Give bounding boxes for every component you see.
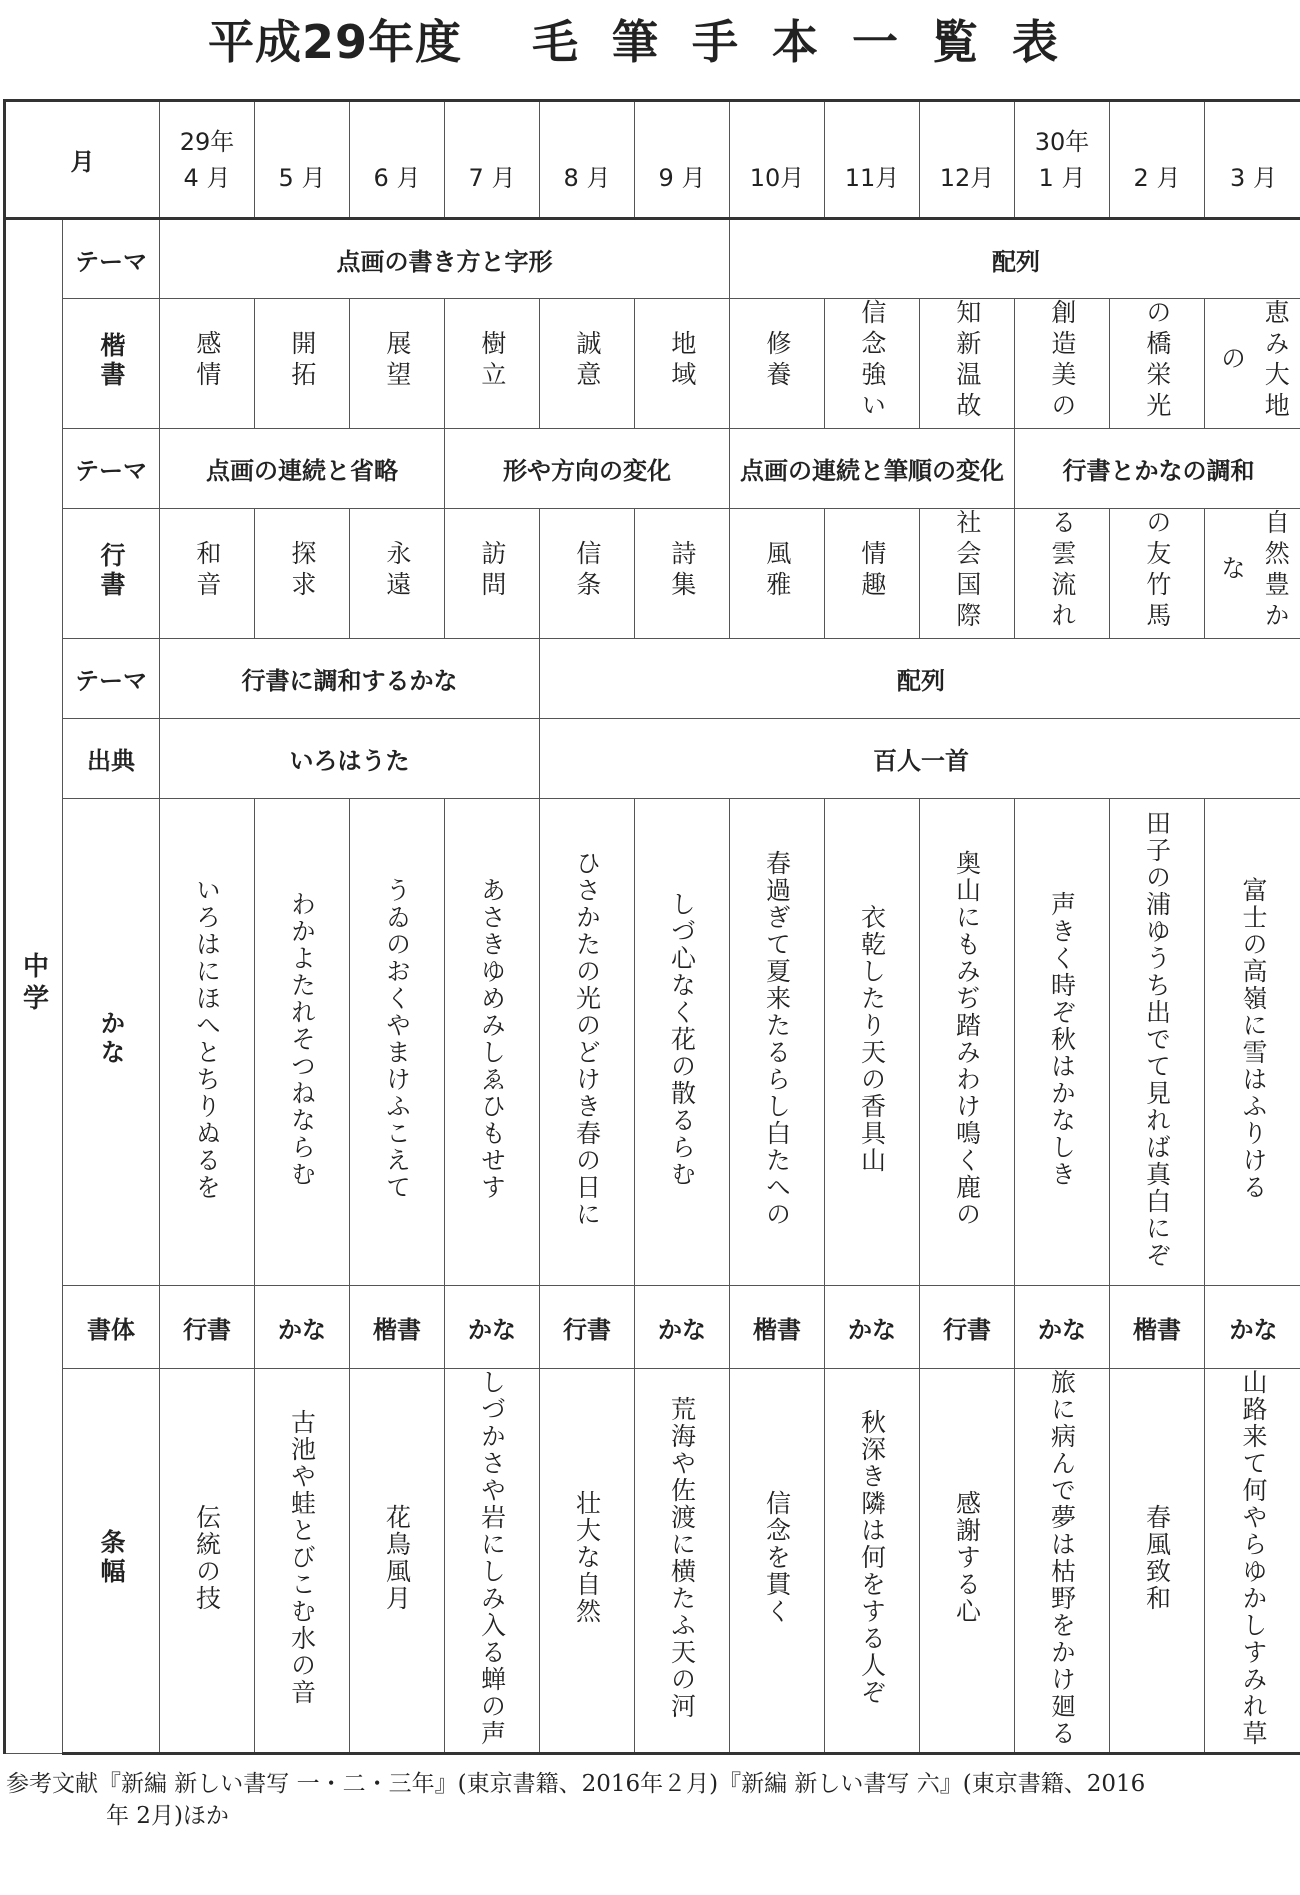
jofuku-cell: 伝統の技 — [160, 1369, 255, 1754]
jofuku-cell: 旅に病んで夢は枯野をかけ廻る — [1015, 1369, 1110, 1754]
jofuku-cell: 秋深き隣は何をする人ぞ — [825, 1369, 920, 1754]
kana-cell: 富士の高嶺に雪はふりける — [1205, 799, 1300, 1286]
row-label: 出典 — [63, 719, 160, 799]
jofuku-cell: 壮大な自然 — [540, 1369, 635, 1754]
row-label: 条幅 — [63, 1369, 160, 1754]
style-cell: 楷書 — [730, 1286, 825, 1369]
style-cell: かな — [825, 1286, 920, 1369]
theme-value: 点画の連続と筆順の変化 — [730, 429, 1015, 509]
source-value: 百人一首 — [540, 719, 1300, 799]
title-year: 平成29年度 — [207, 15, 462, 69]
month-cell: 5 月 — [255, 101, 350, 219]
row-label: テーマ — [63, 639, 160, 719]
month-cell: 6 月 — [350, 101, 445, 219]
kaisho-cell: 知新温故 — [920, 299, 1015, 429]
reference-line: 年 2月)ほか — [106, 1803, 229, 1829]
month-cell: 2 月 — [1110, 101, 1205, 219]
gyosho-cell: る雲流れ — [1015, 509, 1110, 639]
kana-cell: 衣乾したり天の香具山 — [825, 799, 920, 1286]
gyosho-cell: 詩集 — [635, 509, 730, 639]
kana-cell: 春過ぎて夏来たるらし白たへの — [730, 799, 825, 1286]
theme-value: 点画の書き方と字形 — [160, 219, 730, 299]
gyosho-cell: 社会国際 — [920, 509, 1015, 639]
gyosho-cell: 探求 — [255, 509, 350, 639]
reference-note — [6, 1768, 1296, 1832]
gyosho-cell: 自然豊かな — [1205, 509, 1300, 639]
kana-cell: うゐのおくやまけふこえて — [350, 799, 445, 1286]
jofuku-cell: 古池や蛙とびこむ水の音 — [255, 1369, 350, 1754]
kaisho-cell: 修養 — [730, 299, 825, 429]
section-label: 中学 — [5, 219, 63, 1754]
theme-row — [5, 219, 1300, 299]
theme-value: 形や方向の変化 — [445, 429, 730, 509]
header-row — [5, 101, 1300, 219]
theme-value: 行書とかなの調和 — [1015, 429, 1300, 509]
theme-value: 配列 — [730, 219, 1300, 299]
row-label: 行書 — [63, 509, 160, 639]
style-cell: かな — [1015, 1286, 1110, 1369]
style-cell: かな — [445, 1286, 540, 1369]
calendar-table — [3, 99, 1300, 1755]
kana-cell: いろはにほへとちりぬるを — [160, 799, 255, 1286]
month-cell: 9 月 — [635, 101, 730, 219]
row-label: 楷書 — [63, 299, 160, 429]
theme-row — [5, 429, 1300, 509]
source-row — [5, 719, 1300, 799]
gyosho-cell: 和音 — [160, 509, 255, 639]
jofuku-cell: 感謝する心 — [920, 1369, 1015, 1754]
jofuku-cell: 山路来て何やらゆかしすみれ草 — [1205, 1369, 1300, 1754]
row-label: テーマ — [63, 219, 160, 299]
kaisho-cell: 誠意 — [540, 299, 635, 429]
row-label: 書体 — [63, 1286, 160, 1369]
kana-cell: わかよたれそつねならむ — [255, 799, 350, 1286]
gyosho-cell: 信条 — [540, 509, 635, 639]
style-cell: 楷書 — [1110, 1286, 1205, 1369]
jofuku-cell: しづかさや岩にしみ入る蝉の声 — [445, 1369, 540, 1754]
kana-cell: 奥山にもみぢ踏みわけ鳴く鹿の — [920, 799, 1015, 1286]
theme-value: 行書に調和するかな — [160, 639, 540, 719]
kaisho-cell: 開拓 — [255, 299, 350, 429]
month-cell: 12月 — [920, 101, 1015, 219]
style-cell: かな — [255, 1286, 350, 1369]
kaisho-cell: 感情 — [160, 299, 255, 429]
month-label: 月 — [5, 101, 160, 219]
kaisho-row — [5, 299, 1300, 429]
style-cell: かな — [1205, 1286, 1300, 1369]
row-label: かな — [63, 799, 160, 1286]
month-cell: 30年 1 月 — [1015, 101, 1110, 219]
style-cell: 行書 — [160, 1286, 255, 1369]
style-row — [5, 1286, 1300, 1369]
row-label: テーマ — [63, 429, 160, 509]
gyosho-cell: 訪問 — [445, 509, 540, 639]
jofuku-cell: 信念を貫く — [730, 1369, 825, 1754]
source-value: いろはうた — [160, 719, 540, 799]
reference-line: 参考文献『新編 新しい書写 一・二・三年』(東京書籍、2016年２月)『新編 新しい書写 六』(東京書籍、2016 — [6, 1771, 1146, 1797]
theme-value: 点画の連続と省略 — [160, 429, 445, 509]
kaisho-cell: の橋栄光 — [1110, 299, 1205, 429]
kaisho-cell: 樹立 — [445, 299, 540, 429]
gyosho-cell: の友竹馬 — [1110, 509, 1205, 639]
style-cell: 楷書 — [350, 1286, 445, 1369]
kaisho-cell: 創造美の — [1015, 299, 1110, 429]
style-cell: 行書 — [920, 1286, 1015, 1369]
style-cell: 行書 — [540, 1286, 635, 1369]
kaisho-cell: 恵み大地の — [1205, 299, 1300, 429]
gyosho-cell: 風雅 — [730, 509, 825, 639]
month-cell: 10月 — [730, 101, 825, 219]
gyosho-cell: 情趣 — [825, 509, 920, 639]
gyosho-cell: 永遠 — [350, 509, 445, 639]
page-title — [0, 6, 1300, 72]
jofuku-cell: 花鳥風月 — [350, 1369, 445, 1754]
gyosho-row — [5, 509, 1300, 639]
jofuku-cell: 荒海や佐渡に横たふ天の河 — [635, 1369, 730, 1754]
jofuku-cell: 春風致和 — [1110, 1369, 1205, 1754]
month-cell: 29年 4 月 — [160, 101, 255, 219]
kaisho-cell: 地域 — [635, 299, 730, 429]
kana-cell: 田子の浦ゆうち出でて見れば真白にぞ — [1110, 799, 1205, 1286]
style-cell: かな — [635, 1286, 730, 1369]
month-cell: 3 月 — [1205, 101, 1300, 219]
kana-cell: ひさかたの光のどけき春の日に — [540, 799, 635, 1286]
kana-cell: 声きく時ぞ秋はかなしき — [1015, 799, 1110, 1286]
kana-cell: しづ心なく花の散るらむ — [635, 799, 730, 1286]
theme-value: 配列 — [540, 639, 1300, 719]
theme-row — [5, 639, 1300, 719]
kaisho-cell: 信念強い — [825, 299, 920, 429]
kana-row — [5, 799, 1300, 1286]
kana-cell: あさきゆめみしゑひもせす — [445, 799, 540, 1286]
title-main: 毛筆手本一覧表 — [532, 15, 1092, 69]
kaisho-cell: 展望 — [350, 299, 445, 429]
month-cell: 8 月 — [540, 101, 635, 219]
jofuku-row — [5, 1369, 1300, 1754]
month-cell: 11月 — [825, 101, 920, 219]
month-cell: 7 月 — [445, 101, 540, 219]
